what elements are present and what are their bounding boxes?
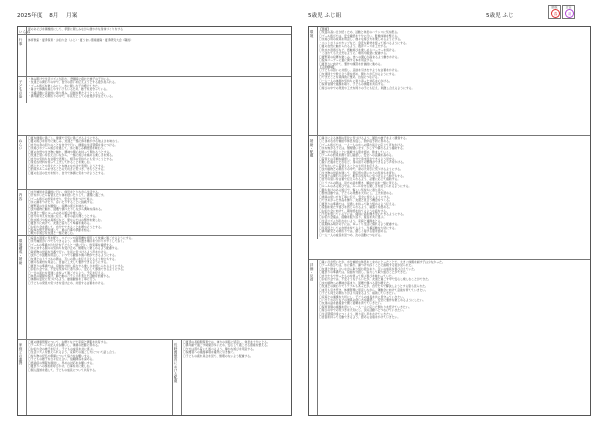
section-label: 援助・配慮 [309, 136, 318, 239]
text-line: 〇プールの約束を繰り返し確認し、安全への意識を高める。 [319, 153, 395, 158]
text-line: 〇プール遊びの約束を守り、安全に気をつけて遊ぶ。 [28, 196, 96, 201]
section-body [319, 28, 588, 134]
text-line: 〇友達と励まし合いながら取り組む姿があり、互いの成長を喜び合えていた。 [319, 266, 417, 271]
approval-stamp-box [562, 5, 575, 19]
section-body [28, 191, 289, 234]
text-line: 〇子どもの発見や気づきを受け止め、共感する言葉をかける。 [28, 280, 107, 285]
text-line: 〇夏の遊びを存分に楽しみ、友達と一緒に体を動かす心地よさを味わう。 [28, 139, 121, 144]
text-line: 〇役割を果たす喜びを感じられるよう、頑張りを認める。 [319, 205, 392, 210]
section-aims [18, 135, 291, 189]
text-line: 〇自分たちで作ったものを使って遊ぶ喜びを味わっていた。 [319, 273, 395, 278]
text-line: 〇プール遊びでは、水に慣れ、顔つけや浮くことに挑戦する姿が見られた。 [319, 263, 415, 268]
text-line: ・プール遊びを楽しみにし、水に親しむ子が増えてきた。 [28, 83, 101, 88]
text-line: 〇製作活動では、子どもの発想を大切にし、工夫を認める。 [319, 191, 395, 196]
text-line: 〇子ども同士の関わりがより深まるよう、援助していきたい。 [319, 291, 398, 296]
text-line: 〇水を怖がる子には、無理強いせず、少しずつ慣れるよう援助する。 [319, 146, 406, 151]
text-line: 〇夏を健康に過ごし、健康で元気に過ごせるようにする。 [28, 136, 101, 140]
text-line: 〇気温の高い日が続くため、活動と休息のバランスに気を配る。 [319, 30, 400, 35]
text-line: 〇友達同士で教え合う姿を認め、関わりが広がるようにする。 [319, 71, 398, 76]
text-line: 〇生活リズムを整えられるよう、家庭での過ごし方について話し合う。 [28, 350, 118, 355]
text-line: 〇汗をかいたら着替えたり体を拭いたりして、清潔に過ごす。 [28, 193, 107, 198]
text-line: 〇暑い日が続いたが、水分補給や休息をこまめにとったことで、大きく体調を崩す子は少なかった。 [319, 260, 445, 264]
text-line: 〇栽培物の世話を当番で行い、生長に気づけるよう声をかける。 [28, 249, 110, 254]
stamp-label: 主任 [565, 5, 572, 9]
text-line: 〇自分の気持ちを言葉で表現し、相手の気持ちにも気づこうとする。 [28, 156, 115, 161]
text-line: 〇夏祭りの準備では、役割を分担し、協力して取り組むことができた。 [319, 270, 409, 275]
text-line: 〇一人一人の体調や気持ちに寄り添った対応を心がける。 [319, 78, 392, 83]
text-line: 〇お泊り会では、不安そうな子もいたが、友達と過ごす中で安心し楽しむことができた。 [319, 277, 431, 282]
section-label: 家庭との連携 [18, 340, 27, 415]
text-line: 〇水に対する個々の気持ちを受け止め、無理なく楽しめるよう配慮する。 [28, 246, 121, 251]
text-line: 〇色水や泡遊びなど、感触遊びを楽しめるコーナーを設ける。 [319, 47, 398, 52]
section-child-growth [18, 76, 291, 103]
text-line: 〇自信を持って行動できるよう、認める言葉をかけていきたい。 [319, 315, 401, 320]
text-line: 〇年長児としての自覚を持てるよう、当番活動を大切にする。 [319, 225, 398, 230]
section-label: 行事 [18, 35, 27, 76]
text-line: 〇夏祭りに向けて、製作や練習を計画的に進める。 [319, 61, 384, 66]
text-line: 〇保育者間で連携を取り、子どもの情報を共有する。 [319, 82, 387, 87]
text-line: 〇遊びの中での気づきを大切にし、次の活動へとつなげていきたい。 [319, 308, 406, 313]
text-line: 〇生活リズムが乱れないよう、家庭と連携をとる。 [319, 218, 384, 223]
text-line: 〇トラブルの際は、双方の話を聞き、解決方法を一緒に考える。 [319, 180, 400, 185]
text-line: 〇夏祭りに向けて、友達と協力して準備を進める。 [28, 221, 93, 226]
text-line: 〇子どもの様子を日々伝え合い、信頼関係を深める。 [28, 357, 96, 362]
text-line: 〇生活習慣が身につくよう、繰り返し声をかけていきたい。 [319, 311, 395, 316]
text-line: 〇お泊り会の様子を伝え、子どもの成長を共に喜ぶ。 [28, 346, 96, 351]
text-line: 〇来月も引き続き、体調管理に留意しながら、運動会に向けて意欲を育てていきたい。 [319, 287, 428, 292]
section-reflection [309, 259, 590, 415]
text-line: 〇生き物の世話を通して、責任感や思いやりの気持ちを育む。 [319, 170, 398, 175]
text-line: 〇暑さによる体調の変化に気づけるよう、顔色や様子をよく観察する。 [319, 136, 409, 140]
text-line: 〇水に顔をつけたり、浮いたりすることに挑戦する。 [28, 200, 96, 205]
text-line: 〇お泊り会後は、経験を振り返り、成長を共に喜ぶ。 [319, 215, 387, 220]
text-line: 〇感染症の情報を提供し、早めの対応をお願いする。 [28, 360, 96, 365]
section-body [28, 39, 289, 75]
text-line: 〇保護者への連絡事項を確実に引き継ぐ。 [183, 350, 237, 355]
seal-stamp-icon: 春 [551, 9, 560, 18]
text-line: 〇夏の自然や生き物に触れ、興味や関心を持って関わろうとする。 [28, 149, 113, 154]
text-line: 〇水分補給がいつでもできるよう、水筒の置き場所を分かりやすくしておく。 [28, 239, 126, 244]
text-line: 〇夏の生活の仕方を知り、自分で体調に気をつけようとする。 [28, 170, 107, 175]
text-line: 〇水遊びやプール遊びを通して、水に親しみ開放感を味わう。 [28, 146, 107, 151]
stamp-label: 園長 [551, 5, 558, 9]
text-line: 〇こまめな水分補給や休息を促し、熱中症予防に努める。 [319, 139, 392, 144]
text-line: 〇夏野菜の収穫を楽しみ、食への関心が高まるよう働きかける。 [319, 54, 401, 59]
text-line: 〇できたことを具体的に褒め、自信につなげる。 [319, 75, 381, 80]
text-line: 〇様々な素材を用意し、自由に工夫して製作できるようにする。 [28, 260, 110, 265]
section-environment [309, 27, 590, 135]
section-family [18, 339, 291, 415]
text-line: 〇夏季の長時間保育では、体力の消耗に留意し、休息を十分にとる。 [183, 340, 270, 344]
text-line: ・異年齢児との関わりの中で、年長児としての自覚が芽生えている。 [28, 94, 115, 99]
text-line: 〇友達との関わりでトラブルもあったが、自分たちで解決しようとする姿も見られた。 [319, 284, 428, 289]
text-line: 〇持ち物の記名や準備について協力をお願いする。 [28, 353, 93, 358]
teacher-name: 5歳児 ふじ [486, 13, 514, 19]
text-line: ・ペットボトルやカップなど、身近な素材を使って遊べるようにする。 [319, 40, 409, 45]
text-line: 〇遊びの中での発見や工夫を周りの子にも伝え、刺激し合えるようにする。 [319, 85, 415, 90]
text-line: 〇異年齢で過ごす時間が多いため、安心して過ごせる環境を整える。 [183, 343, 270, 348]
text-line: 〇夏の健康管理について、お便りなどで家庭と情報を共有する。 [28, 340, 109, 344]
text-line: 〇ハサミやのりなどの道具の使い方を確認し、安全に製作を楽しめるようにしたい。 [319, 297, 426, 302]
text-line: 〇休息の時間を設け、静と動のバランスを考えた活動を計画する。 [28, 273, 112, 278]
text-line: 〇約束やルールを守ることの大切さに気づき、守ろうとする。 [28, 167, 107, 172]
section-label: ねらい [18, 136, 27, 189]
text-line: 〇感じたことや考えたことを様々な方法で表現しようとする。 [28, 163, 107, 168]
text-line: 〇着替えの手順を確認し、自分で身支度ができるよう見守る。 [319, 156, 398, 161]
page-header-left [17, 11, 77, 19]
text-line: 〇家庭との連携を大切にし、子どもの成長を共に見守っていきたい。 [319, 294, 406, 299]
text-line: 〇虫や植物との関わりの中で、命の大切さに気づけるようにする。 [319, 167, 403, 172]
text-line: 〇夏野菜の生長を観察し、収穫の喜びを味わう。 [28, 203, 90, 208]
text-line: 〇友達との関わりの中で、相手の気持ちに気づけるよう仲立ちする。 [319, 173, 406, 178]
text-line: 〇絵本や紙芝居を通して、夏の行事や季節を知る。 [28, 227, 93, 232]
text-line: 〇プール遊びでは、一人一人の水への慣れ具合に応じて声をかける。 [319, 142, 406, 147]
text-line: 〇お泊り会を通して、自分でできることを増やそうとする。 [28, 224, 104, 229]
right-page [300, 0, 600, 424]
text-line: 〇自分の考えを友達に伝え、相手の話も聞こうとする。 [28, 214, 99, 219]
text-line: 〇異年齢児との関わりでは、優しく接する姿を認める。 [319, 229, 389, 234]
text-line: ・こぼれても大丈夫なように、場所や服装に配慮する。 [319, 51, 389, 56]
text-line: 〇道具の使い方を丁寧に伝え、安全に使えるようにする。 [319, 194, 392, 199]
monthly-plan-sheet-left [17, 26, 292, 416]
text-line: 〇お泊り会に向けて、期待感を持てるような話をする。 [319, 208, 389, 213]
text-line: 〇身近な材料を使って工夫して作ることを楽しむ。 [28, 160, 93, 165]
text-line: 〇一日の流れを見通しを持って過ごせるよう、予定を伝える。 [28, 270, 107, 275]
seal-stamp-icon: 羽 [565, 9, 574, 18]
section-body [28, 237, 289, 338]
text-line: ・休み明けで生活リズムが乱れ、登園時に疲れた様子の子がいる。 [28, 77, 113, 81]
text-line: 〇虫かごや図鑑を用意し、いつでも観察や調べ物ができるようにする。 [28, 253, 118, 258]
text-line: 〇一人一人の成長を見つめ、次の活動につなげる。 [319, 232, 384, 237]
text-line: 〇自分の思いを言葉で伝えられるよう、必要に応じて援助する。 [319, 177, 401, 182]
text-line: 〇友達の話を最後まで聞く姿勢を育てていきたい。 [319, 301, 384, 306]
text-line: 【環境】 [319, 27, 331, 31]
text-line: 〇歌や手遊びを友達と一緒に楽しむ。 [28, 231, 76, 236]
text-line: 〇脱いだ服をたたむなど、身の回りの整理ができるよう声をかける。 [319, 160, 406, 165]
family-body [28, 341, 170, 414]
text-line: 〇虫や植物に触れ、図鑑で調べたりしながら興味を深める。 [28, 207, 104, 212]
text-line: 〇プールの準備や片付けを子どもと一緒に行い、約束事を確認する。 [28, 242, 115, 247]
text-line: 〇長期休み明けの子には、ゆっくり生活に慣れるよう配慮する。 [319, 222, 401, 227]
text-line: 〇友達とのトラブルの際は、互いの思いを伝え合えるよう仲立ちする。 [28, 256, 118, 261]
text-line: 〇子どもの疲れ具合を見て、無理のないよう配慮する。 [183, 353, 253, 358]
section-label: 長時間保育における配慮 [173, 340, 182, 415]
section-theme [18, 27, 291, 34]
text-line: 〇友達と思いを伝え合いながら、一緒に遊びを進める楽しさを知る。 [28, 153, 115, 158]
section-label: 環境構成・援助 [18, 236, 27, 339]
section-body [319, 137, 588, 238]
section-label: 評価・反省 [309, 260, 318, 415]
text-line: 〇絵本コーナーに夏に関する本を用意する。 [319, 58, 375, 63]
text-line: 〇保育者間の連携を密にし、一人一人に応じた関わりを続けていきたい。 [319, 304, 412, 309]
section-label: 環境 [309, 27, 318, 135]
text-line: 〇顔つけや潜ることに挑戦する姿を認め、励ましていく。 [319, 149, 392, 154]
plan-title: 月案 [66, 13, 78, 19]
text-line: 夏のあそびを積極的にして、季節に親しみながら健やかな身体づくりをする [28, 27, 124, 31]
text-line: 〇室温や湿度に気を配り、エアコンや扇風機を使用して快適に過ごせるようにする。 [28, 236, 135, 240]
text-line: 〇夏祭りの準備では、役割を分担し協力する楽しさを感じられるようにする。 [28, 263, 126, 268]
text-line: 〇色水遊びや絵の具遊びなど、夏ならではの製作を楽しむ。 [28, 217, 104, 222]
text-line: ・暑さで体調を崩しやすい子もいるため、様子を見守っている。 [28, 87, 109, 92]
section-body [28, 78, 289, 102]
monthly-plan-sheet-right [308, 26, 591, 416]
class-name: 5歳児 ふじ組 [308, 13, 342, 19]
section-body [28, 28, 289, 33]
text-line: 〇夏祭りの準備では、見通しを持って取り組めるよう伝える。 [319, 201, 398, 206]
text-line: 〇水分補給を意識的に行い、休息をとりながら生活する。 [28, 190, 101, 194]
text-line: 〇個人面談を通して、子どもの成長について共有する。 [28, 367, 98, 372]
approval-stamp-box [548, 5, 561, 19]
text-line: 〇ルールのある遊びでは、ルールを守る楽しさを感じられるようにする。 [319, 184, 412, 189]
month-label: 8月 [49, 13, 59, 19]
section-label: 子どもの姿 [18, 77, 27, 103]
section-assistance [309, 135, 590, 239]
text-line: 体育教室・夏季保育・お泊り会（ふじ）・夏うまい環境掃除・夏季研究大会（職員） [28, 38, 133, 42]
text-line: ・友達との関わりの中で、自分の思いを伝えようとする姿が見られる。 [28, 80, 118, 85]
section-body [319, 261, 588, 414]
year-label: 2025年度 [17, 13, 43, 19]
section-environment [18, 235, 291, 339]
section-events [18, 34, 291, 76]
text-line: 〇虫や植物への興味が高まり、図鑑で調べる姿が増えた。 [319, 280, 392, 285]
section-content [18, 189, 291, 235]
text-line: 〇プールカードの記入をお願いし、体調の把握に努める。 [28, 343, 101, 348]
text-line: 〇不安を感じている子には、個別に話を聞き安心できるようにする。 [319, 211, 406, 216]
text-line: 〇勝ち負けのある遊びで、悔しい気持ちに寄り添う。 [319, 187, 387, 192]
text-line: 〇プール遊びでは、安全確認を十分に行い、監視体制を整える。 [319, 33, 400, 38]
section-label: ねらい [18, 27, 27, 34]
text-line: 〇子どもの思いに共感し、意欲を引き出すような言葉をかける。 [319, 68, 401, 73]
text-line: 〇体調の変化に気づけるよう、健康観察を丁寧に行う。 [28, 277, 98, 282]
text-line: 【人的環境】 [319, 64, 336, 69]
text-line: 〇汗をかいたら着替えることの大切さを伝える。 [319, 163, 381, 168]
text-line: 〇自分の身の回りのことを自分で行い、健康な生活習慣を身につける。 [28, 142, 118, 147]
text-line: 〇できあがった作品を飾り、友達と見合う機会をつくる。 [319, 198, 392, 203]
section-label: 内容 [18, 190, 27, 235]
text-line: 〇夕方は落ち着いて遊べるよう、静かな遊びを用意する。 [183, 346, 256, 351]
text-line: 〇夏の自然に触れられるよう、散歩コースを工夫する。 [319, 44, 389, 49]
text-line: 〇友達と一緒にルールのある遊びを楽しむ。 [28, 210, 84, 215]
text-line: 〇夏祭りへの参加を呼びかけ、行事を共に楽しむ。 [28, 364, 93, 369]
section-body [28, 137, 289, 188]
long-care-body [183, 341, 289, 414]
text-line: 〇お泊り会では、不安な気持ちに寄り添い、安心して参加できるようにする。 [28, 267, 126, 272]
text-line: 〇水遊び用の玩具を用意し、様々な遊び方を楽しめるようにする。 [319, 37, 403, 42]
text-line: ・当番活動に意欲的に取り組み、役割を果たそうとしている。 [28, 90, 107, 95]
